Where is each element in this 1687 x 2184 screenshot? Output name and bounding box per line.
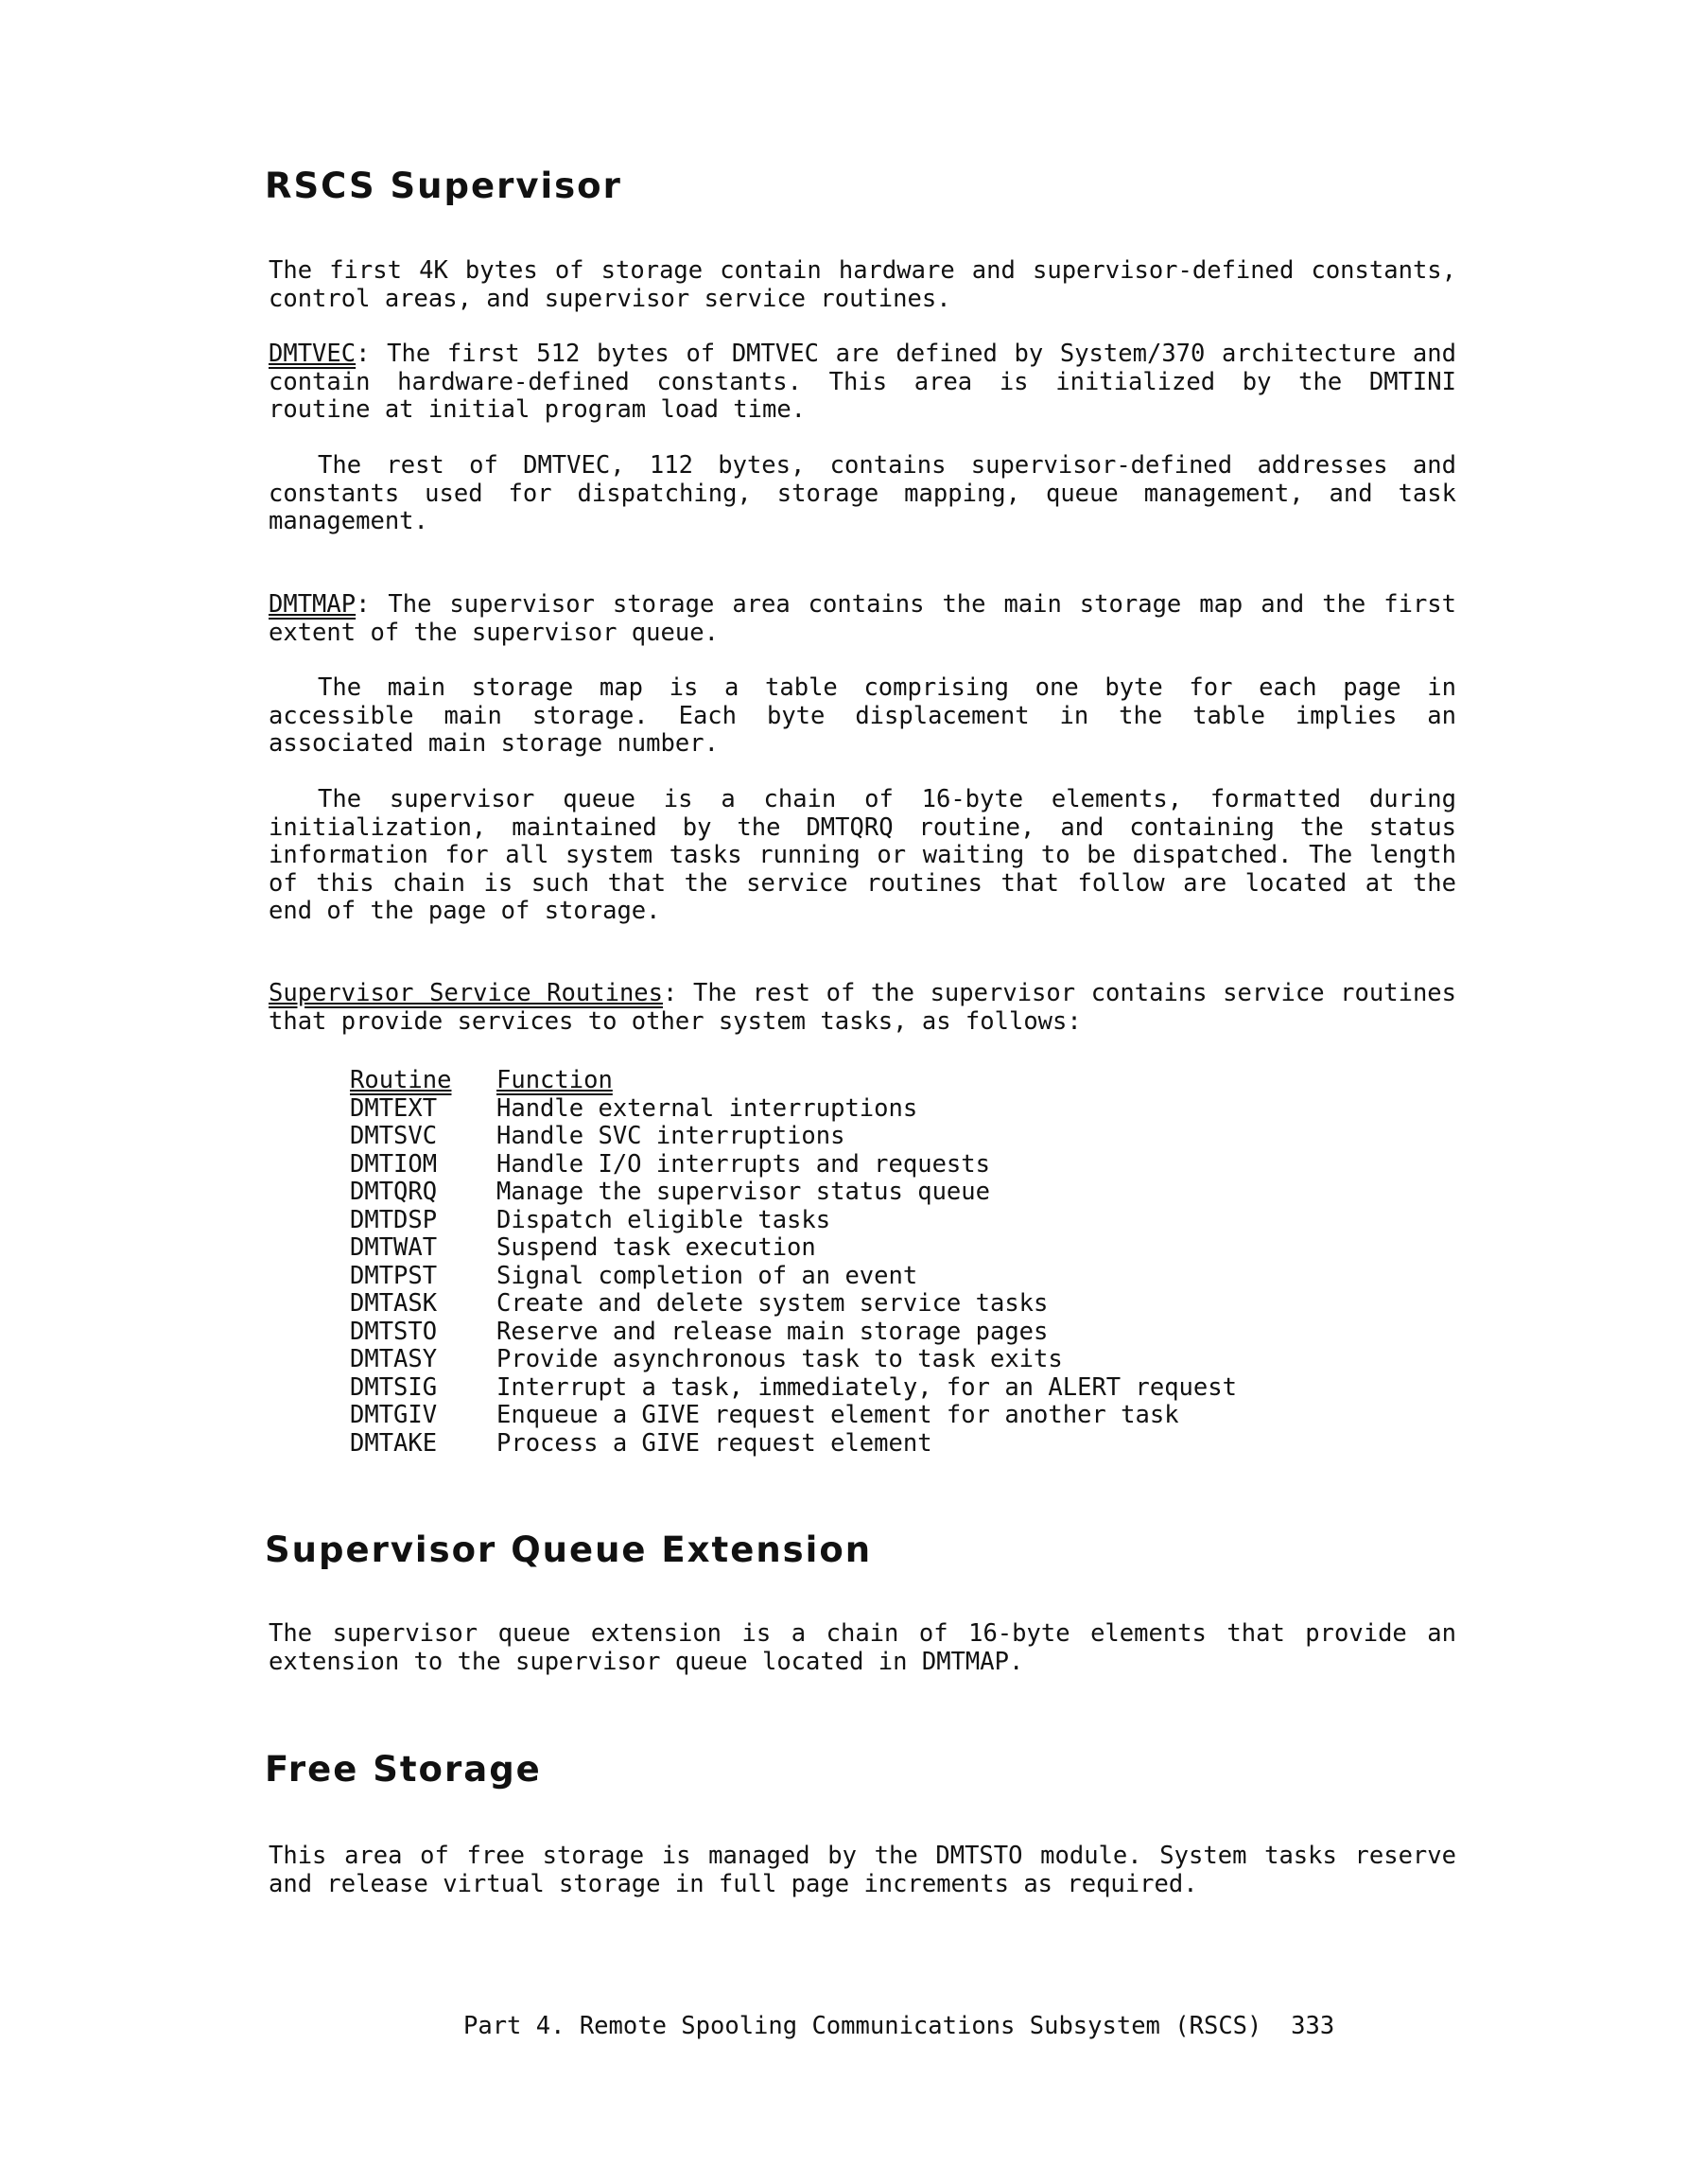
dmtvec-text: : The first 512 bytes of DMTVEC are defined by System/370 architecture and contain hardware-defined constants. This area is initialized by the DMTINI routine at initial program load time. bbox=[269, 340, 1456, 424]
table-header-row bbox=[350, 1067, 1237, 1095]
paragraph-service-routines bbox=[269, 980, 1456, 1036]
footer-text: Part 4. Remote Spooling Communications Subsystem (RSCS) bbox=[463, 2012, 1262, 2040]
service-routines-text: : The rest of the supervisor contains service routines that provide services to other system tasks, as follows: bbox=[269, 979, 1457, 1036]
page-footer bbox=[463, 2012, 1456, 2040]
table-row bbox=[350, 1095, 1237, 1124]
table-row bbox=[350, 1374, 1237, 1403]
routine-name: DMTEXT bbox=[350, 1093, 438, 1123]
routine-name: DMTASK bbox=[350, 1289, 438, 1318]
routine-name: DMTQRQ bbox=[350, 1178, 438, 1206]
paragraph-free-storage: This area of free storage is managed by the DMTSTO module. System tasks reserve and release virtual storage in full page increments as required. bbox=[269, 1842, 1456, 1898]
routine-name: DMTDSP bbox=[350, 1205, 438, 1234]
routine-name: DMTAKE bbox=[350, 1428, 438, 1458]
paragraph-storage-map: The main storage map is a table comprising one byte for each page in accessible main storage. Each byte displacement in the table implies an associated main storage number. bbox=[269, 673, 1456, 758]
table-row bbox=[350, 1234, 1237, 1263]
routine-function: Dispatch eligible tasks bbox=[496, 1205, 831, 1234]
term-dmtvec: DMTVEC bbox=[269, 340, 357, 368]
routine-function: Signal completion of an event bbox=[496, 1261, 918, 1290]
routine-function: Manage the supervisor status queue bbox=[496, 1178, 990, 1206]
paragraph-queue-extension: The supervisor queue extension is a chain of 16-byte elements that provide an extension to the supervisor queue located in DMTMAP. bbox=[269, 1619, 1456, 1676]
section-heading-queue-extension: Supervisor Queue Extension bbox=[265, 1529, 873, 1570]
routine-function: Handle external interruptions bbox=[496, 1093, 918, 1123]
routine-name: DMTIOM bbox=[350, 1149, 438, 1179]
routine-name: DMTSIG bbox=[350, 1372, 438, 1402]
paragraph-supervisor-queue: The supervisor queue is a chain of 16-byte elements, formatted during initialization, maintained by the DMTQRQ routine, and containing the status information for all system tasks running or waiting to be dispatched. The length of this chain is such that the service routines that follow are located at the end of the page of storage. bbox=[269, 785, 1456, 925]
table-row bbox=[350, 1430, 1237, 1459]
routine-name: DMTSVC bbox=[350, 1122, 438, 1150]
routine-name: DMTSTO bbox=[350, 1317, 438, 1346]
table-row bbox=[350, 1263, 1237, 1291]
table-row bbox=[350, 1151, 1237, 1179]
column-header-function: Function bbox=[496, 1066, 613, 1094]
paragraph-intro: The first 4K bytes of storage contain hardware and supervisor-defined constants, control areas, and supervisor service routines. bbox=[269, 256, 1456, 313]
routine-function: Interrupt a task, immediately, for an ALERT request bbox=[496, 1372, 1237, 1402]
routine-function: Enqueue a GIVE request element for another task bbox=[496, 1401, 1179, 1429]
table-row bbox=[350, 1290, 1237, 1319]
page-number: 333 bbox=[1291, 2012, 1335, 2040]
paragraph-dmtvec bbox=[269, 341, 1456, 425]
table-row bbox=[350, 1402, 1237, 1430]
table-row bbox=[350, 1346, 1237, 1374]
table-row bbox=[350, 1179, 1237, 1207]
table-row bbox=[350, 1207, 1237, 1235]
routine-function: Reserve and release main storage pages bbox=[496, 1317, 1049, 1346]
routine-function: Process a GIVE request element bbox=[496, 1428, 932, 1458]
routine-function: Provide asynchronous task to task exits bbox=[496, 1345, 1063, 1373]
column-header-routine: Routine bbox=[350, 1066, 452, 1094]
table-row bbox=[350, 1319, 1237, 1347]
section-heading-rscs-supervisor: RSCS Supervisor bbox=[265, 166, 622, 206]
paragraph-dmtmap bbox=[269, 591, 1456, 647]
routine-name: DMTWAT bbox=[350, 1233, 438, 1262]
routine-name: DMTASY bbox=[350, 1345, 438, 1373]
section-heading-free-storage: Free Storage bbox=[265, 1749, 542, 1790]
routine-function: Handle SVC interruptions bbox=[496, 1122, 845, 1150]
routines-table bbox=[350, 1067, 1237, 1458]
term-dmtmap: DMTMAP bbox=[269, 590, 357, 619]
term-service-routines: Supervisor Service Routines bbox=[269, 979, 664, 1007]
dmtmap-text: : The supervisor storage area contains the main storage map and the first extent of the supervisor queue. bbox=[269, 590, 1456, 647]
routine-name: DMTGIV bbox=[350, 1401, 438, 1429]
table-row bbox=[350, 1123, 1237, 1151]
routine-function: Suspend task execution bbox=[496, 1233, 816, 1262]
routine-function: Handle I/O interrupts and requests bbox=[496, 1149, 990, 1179]
routine-function: Create and delete system service tasks bbox=[496, 1289, 1049, 1318]
routine-name: DMTPST bbox=[350, 1261, 438, 1290]
paragraph-dmtvec-rest: The rest of DMTVEC, 112 bytes, contains supervisor-defined addresses and constants used for dispatching, storage mapping, queue management, and task management. bbox=[269, 451, 1456, 535]
